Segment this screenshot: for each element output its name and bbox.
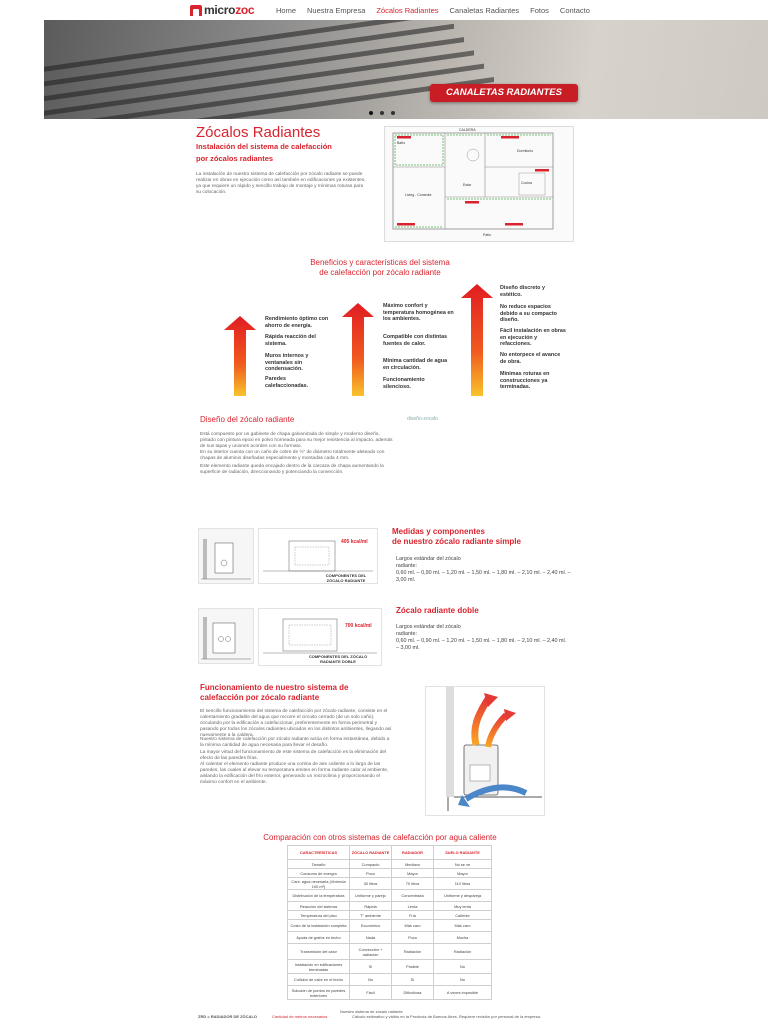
- convection-svg: [426, 687, 544, 815]
- table-header-row: [288, 846, 492, 860]
- table-cell: Distribución de la temperatura: [288, 890, 350, 902]
- doble-sizes: 0,60 ml. – 0,90 ml. – 1,20 ml. – 1,50 ml. – 1,80 ml. – 2,10 ml. – 2,40 ml. – 3,00 ml.: [396, 638, 567, 651]
- comparison-title: Comparación con otros sistemas de calefacción por agua caliente: [263, 833, 497, 842]
- footer-right-note: Cálculo estimativo y válido en la Provincia de Buenos Aires. Requiere revisión por personal de la empresa.: [352, 1014, 541, 1019]
- table-row: [288, 986, 492, 1000]
- slider-dot[interactable]: [391, 111, 395, 115]
- plan-label-bano: Baño: [397, 141, 406, 145]
- table-cell: A veces imposible: [434, 986, 492, 1000]
- table-cell: Nada: [350, 932, 392, 944]
- zocalo-section-svg: [199, 529, 253, 583]
- site-logo[interactable]: [190, 4, 254, 16]
- table-cell: Cant. agua necesaria (Vivienda 100 m²): [288, 878, 350, 890]
- table-cell: Posible: [392, 960, 434, 974]
- simple-title: Medidas y componentes de nuestro zócalo radiante simple: [392, 527, 521, 546]
- table-cell: No se ve: [434, 860, 492, 869]
- table-row: [288, 911, 492, 920]
- logo-text: microzoc: [204, 3, 255, 17]
- page-title: Zócalos Radiantes: [196, 124, 321, 141]
- table-cell: Radiación: [392, 944, 434, 960]
- table-cell: Económico: [350, 920, 392, 932]
- doble-title: Zócalo radiante doble: [396, 606, 479, 615]
- table-cell: No: [434, 960, 492, 974]
- slider-dot[interactable]: [369, 111, 373, 115]
- diseno-paragraph: Este elemento radiante queda encajado dentro de la carcaza de chapa aumentando la superficie de radiación, direccionando y potenciando la convección.: [200, 464, 384, 475]
- table-cell: Más caro: [392, 920, 434, 932]
- header-zocalo-radiante: ZÓCALO RADIANTE: [350, 846, 392, 860]
- table-cell: Sí: [350, 960, 392, 974]
- zocalo-simple-components-image: [258, 528, 378, 584]
- table-row: [288, 902, 492, 911]
- table-cell: No: [434, 974, 492, 986]
- table-cell: No: [350, 974, 392, 986]
- benefit-item: Rápida reacción del sistema.: [265, 334, 316, 347]
- table-cell: Caliente: [434, 911, 492, 920]
- table-cell: Tamaño: [288, 860, 350, 869]
- table-cell: Poco: [392, 932, 434, 944]
- zocalo-simple-section-image: [198, 528, 254, 584]
- table-cell: Fría: [392, 911, 434, 920]
- floor-plan-image: [384, 126, 574, 242]
- table-row: [288, 869, 492, 878]
- header-radiador: RADIADOR: [392, 846, 434, 860]
- table-cell: Lenta: [392, 902, 434, 911]
- table-row: [288, 944, 492, 960]
- benefits-title: Beneficios y características del sistema de calefacción por zócalo radiante: [310, 258, 450, 277]
- logo-house-icon: [190, 5, 202, 16]
- comparison-table: [287, 845, 492, 1000]
- intro-subtitle: Instalación del sistema de calefacción por zócalos radiantes: [196, 142, 332, 163]
- nav-fotos[interactable]: Fotos: [530, 6, 549, 15]
- diseno-paragraph: En su interior cuenta con un caño de cobre de ½" de diámetro totalmente aleteado con chapas de aluminio diseñadas especialmente y montadas cada 4 mm.: [200, 450, 385, 461]
- kcal-label: 405 kcal/ml: [341, 539, 368, 545]
- zocalo-section-svg: [199, 609, 253, 663]
- top-navbar: [0, 0, 768, 20]
- table-cell: Compacto: [350, 860, 392, 869]
- table-cell: Costo de la instalación completa: [288, 920, 350, 932]
- slider-dots: [369, 111, 395, 115]
- benefit-item: Funcionamiento silencioso.: [383, 377, 425, 390]
- table-cell: Reacción del sistema: [288, 902, 350, 911]
- table-cell: Poco: [350, 869, 392, 878]
- zocalo-doble-section-image: [198, 608, 254, 664]
- doble-sizes-label: Largos estándar del zócalo radiante:: [396, 624, 461, 637]
- nav-home[interactable]: Home: [276, 6, 297, 15]
- table-cell: Fácil: [350, 986, 392, 1000]
- table-cell: Concentrada: [392, 890, 434, 902]
- plan-label-living: Living - Comedor: [405, 193, 432, 197]
- main-menu: [276, 6, 590, 15]
- table-cell: Uniforme y despareja: [434, 890, 492, 902]
- plan-label-caldera: CALDERA: [459, 128, 476, 132]
- table-cell: 70 litros: [392, 878, 434, 890]
- simple-sizes-label: Largos estándar del zócalo radiante:: [396, 556, 461, 569]
- table-cell: Dificultosa: [392, 986, 434, 1000]
- nav-contacto[interactable]: Contacto: [559, 6, 590, 15]
- table-row: [288, 932, 492, 944]
- benefit-item: Muros internos y ventanales sin condensación.: [265, 353, 309, 372]
- table-cell: Mayor: [392, 869, 434, 878]
- table-cell: Solución de puntos en paredes exteriores: [288, 986, 350, 1000]
- table-cell: T° ambiente: [350, 911, 392, 920]
- table-row: [288, 974, 492, 986]
- func-title: Funcionamiento de nuestro sistema de calefacción por zócalo radiante: [200, 683, 349, 702]
- table-cell: 110 litros: [434, 878, 492, 890]
- diseno-paragraph: Está compuesto por un gabinete de chapa galvanizada de simple y moderno diseño, pintado con pintura epoxi en polvo horneada para su mejor resistencia al impacto, además de sus tapas y uniones acordes con su formato.: [200, 432, 393, 449]
- floor-plan-svg: [385, 127, 573, 241]
- table-cell: Temperatura del piso: [288, 911, 350, 920]
- header-caracteristicas: CARACTERÍSTICAS: [288, 846, 350, 860]
- benefit-item: Mínima cantidad de agua en circulación.: [383, 358, 448, 371]
- header-suelo-radiante: SUELO RADIANTE: [434, 846, 492, 860]
- footer-middle-note: Cantidad de metros necesarios: [272, 1014, 328, 1019]
- func-paragraph: Nuestro sistema de calefacción por zócalo radiante actúa en forma instantánea, debido a la mínima cantidad de agua necesaria para llevar el desafío.: [200, 737, 390, 748]
- benefit-item: Paredes calefaccionadas.: [265, 376, 309, 389]
- broken-image-placeholder: diseño-zocalo: [407, 416, 438, 422]
- intro-paragraph: La instalación de nuestro sistema de calefacción por zócalo radiante se puede realizar en obras en ejecución como así también en edificaciones ya existentes, ya que requiere un rápido y sencillo trabajo de montaje y mínimas roturas para su colocación.: [196, 172, 366, 195]
- plan-label-cocina: Cocina: [521, 181, 532, 185]
- table-row: [288, 890, 492, 902]
- footer-left-note: ZRD = RADIADOR DE ZÓCALO: [198, 1014, 257, 1019]
- table-cell: Consumo de energía: [288, 869, 350, 878]
- hero-banner[interactable]: CANALETAS RADIANTES: [430, 84, 578, 102]
- hero-slider[interactable]: [44, 20, 768, 119]
- table-cell: Mediano: [392, 860, 434, 869]
- benefit-item: No reduce espacios debido a su compacto diseño.: [500, 304, 557, 323]
- func-paragraph: Al calentar el elemento radiante produce una cortina de aire caliente a lo largo de las paredes, las cuales al elevar su temperatura emiten en forma radiante calor al ambiente, aislando la edificación del frío exterior, generando un microclima y proporcionando el máximo confort en el ambiente.: [200, 762, 389, 785]
- table-row: [288, 878, 492, 890]
- benefit-item: Compatible con distintas fuentes de calor.: [383, 334, 448, 347]
- table-cell: Muy lenta: [434, 902, 492, 911]
- benefit-item: Máximo confort y temperatura homogénea en los ambientes.: [383, 303, 454, 322]
- benefit-item: Fácil instalación en obras en ejecución y refacciones.: [500, 328, 566, 347]
- zocalo-doble-components-image: [258, 608, 382, 666]
- kcal-label: 700 kcal/ml: [345, 623, 372, 629]
- table-cell: Colisión de calor en el techo: [288, 974, 350, 986]
- table-cell: Uniforme y parejo: [350, 890, 392, 902]
- benefit-item: Rendimiento óptimo con ahorro de energía.: [265, 316, 329, 329]
- table-cell: Instalación en edificaciones terminadas: [288, 960, 350, 974]
- func-paragraph: El sencillo funcionamiento del sistema de calefacción por zócalo radiante, consiste en el calentamiento gradable del agua que recorre el circuito cerrado (de un solo caño), circulando por la edificación a calefaccionar, preferentemente en forma perimetral y pasando por todos los zócalos radiantes ubicados en los distintos ambientes, llegando así nuevamente a la caldera.: [200, 709, 392, 738]
- table-cell: 30 litros: [350, 878, 392, 890]
- benefit-item: Mínimas roturas en construcciones ya terminadas.: [500, 371, 550, 390]
- nav-canaletas-radiantes[interactable]: Canaletas Radiantes: [449, 6, 520, 15]
- footer-top-note: Nuestro sistema de zócalo radiante: [340, 1009, 403, 1014]
- slider-dot[interactable]: [380, 111, 384, 115]
- benefit-item: Diseño discreto y estético.: [500, 285, 545, 298]
- red-arrow-icon: [224, 316, 256, 396]
- table-cell: Ayuda de grafos en techo: [288, 932, 350, 944]
- nav-nuestra-empresa[interactable]: Nuestra Empresa: [307, 6, 366, 15]
- plan-label-dormitorio: Dormitorio: [517, 149, 534, 153]
- table-cell: Más caro: [434, 920, 492, 932]
- table-cell: Convección + radiación: [350, 944, 392, 960]
- table-row: [288, 960, 492, 974]
- table-row: [288, 920, 492, 932]
- diagram-caption: COMPONENTES DEL ZÓCALO RADIANTE: [325, 573, 367, 583]
- func-paragraph: La mayor virtud del funcionamiento de este sistema de calefacción es la eliminación del efecto de las paredes frías.: [200, 750, 387, 761]
- simple-sizes: 0,60 ml. – 0,90 ml. – 1,20 ml. – 1,50 ml. – 1,80 ml. – 2,10 ml. – 2,40 ml. – 3,00 ml.: [396, 570, 571, 583]
- convection-diagram-image: [425, 686, 545, 816]
- table-cell: Radiación: [434, 944, 492, 960]
- diagram-caption: COMPONENTES DEL ZÓCALO RADIANTE DOBLE: [308, 654, 368, 664]
- plan-label-estar: Estar: [463, 183, 472, 187]
- red-arrow-icon: [461, 284, 493, 396]
- table-cell: Rápida: [350, 902, 392, 911]
- table-cell: Mayor: [434, 869, 492, 878]
- table-row: [288, 860, 492, 869]
- red-arrow-icon: [342, 303, 374, 396]
- plan-label-patio: Patio: [483, 233, 491, 237]
- diseno-title: Diseño del zócalo radiante: [200, 415, 295, 424]
- table-cell: Transmisión del calor: [288, 944, 350, 960]
- table-cell: Mucha: [434, 932, 492, 944]
- table-cell: Sí: [392, 974, 434, 986]
- nav-zocalos-radiantes[interactable]: Zócalos Radiantes: [376, 6, 439, 15]
- benefit-item: No entorpece el avance de obra.: [500, 352, 561, 365]
